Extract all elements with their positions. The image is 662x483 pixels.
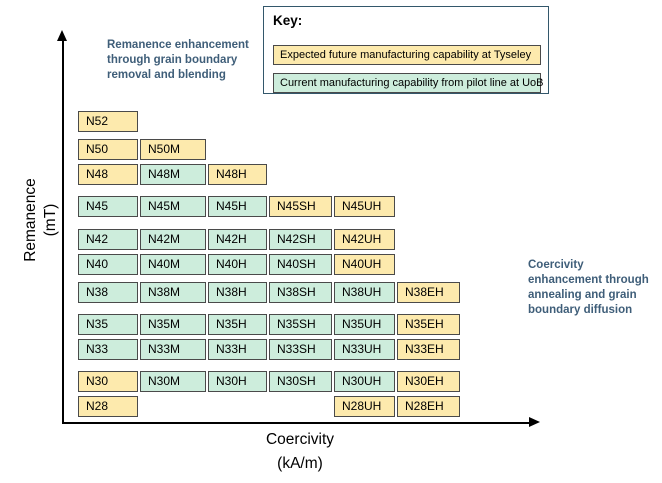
grade-cell[interactable]: N33M [140, 339, 206, 360]
x-axis-line [62, 422, 534, 424]
grade-cell[interactable]: N52 [78, 111, 138, 132]
grade-cell[interactable]: N42M [140, 229, 206, 250]
grade-cell[interactable]: N35SH [269, 314, 332, 335]
x-axis-label-line1: Coercivity [265, 431, 335, 448]
grade-cell[interactable]: N28 [78, 396, 138, 417]
grade-cell[interactable]: N35H [208, 314, 267, 335]
grade-cell[interactable]: N35EH [397, 314, 460, 335]
grade-cell[interactable]: N38EH [397, 282, 460, 303]
grade-cell[interactable]: N40M [140, 254, 206, 275]
grade-cell[interactable]: N38M [140, 282, 206, 303]
grade-cell[interactable]: N30SH [269, 371, 332, 392]
grade-row [0, 111, 662, 132]
grade-cell[interactable]: N35 [78, 314, 138, 335]
grade-cell[interactable]: N30 [78, 371, 138, 392]
grade-row [0, 196, 662, 217]
grade-cell[interactable]: N33EH [397, 339, 460, 360]
grade-cell[interactable]: N38H [208, 282, 267, 303]
grade-cell[interactable]: N48H [208, 164, 267, 185]
grade-cell[interactable]: N35UH [334, 314, 395, 335]
grade-row [0, 339, 662, 360]
grade-cell[interactable]: N33SH [269, 339, 332, 360]
key-legend-box [263, 6, 549, 94]
grade-cell[interactable]: N45SH [269, 196, 332, 217]
grade-row [0, 229, 662, 250]
grade-cell[interactable]: N33UH [334, 339, 395, 360]
grade-cell[interactable]: N42SH [269, 229, 332, 250]
grade-cell[interactable]: N42UH [334, 229, 395, 250]
key-item-future-capability: Expected future manufacturing capability at Tyseley [273, 45, 541, 65]
grade-cell[interactable]: N48 [78, 164, 138, 185]
grade-cell[interactable]: N28UH [334, 396, 395, 417]
grade-cell[interactable]: N48M [140, 164, 206, 185]
grade-cell[interactable]: N35M [140, 314, 206, 335]
grade-cell[interactable]: N38SH [269, 282, 332, 303]
grade-cell[interactable]: N50 [78, 139, 138, 160]
grade-row [0, 164, 662, 185]
grade-cell[interactable]: N50M [140, 139, 206, 160]
grade-cell[interactable]: N45 [78, 196, 138, 217]
key-item-current-capability: Current manufacturing capability from pilot line at UoB [273, 73, 541, 93]
grade-cell[interactable]: N40 [78, 254, 138, 275]
annotation-remanence: Remanence enhancement through grain boundary removal and blending [107, 39, 249, 81]
grade-cell[interactable]: N33H [208, 339, 267, 360]
grade-cell[interactable]: N28EH [397, 396, 460, 417]
grade-cell[interactable]: N30UH [334, 371, 395, 392]
grade-row [0, 254, 662, 275]
x-axis-label-line2: (kA/m) [277, 455, 323, 472]
x-axis-arrow-icon [529, 417, 540, 427]
grade-cell[interactable]: N45M [140, 196, 206, 217]
grade-row [0, 314, 662, 335]
grade-cell[interactable]: N42H [208, 229, 267, 250]
grade-cell[interactable]: N45H [208, 196, 267, 217]
grade-row [0, 371, 662, 392]
grade-row [0, 139, 662, 160]
x-axis-label [180, 428, 420, 476]
grade-cell[interactable]: N30H [208, 371, 267, 392]
grade-cell[interactable]: N30EH [397, 371, 460, 392]
grade-cell[interactable]: N45UH [334, 196, 395, 217]
grade-cell[interactable]: N38UH [334, 282, 395, 303]
grade-cell[interactable]: N30M [140, 371, 206, 392]
grade-cell[interactable]: N40SH [269, 254, 332, 275]
grade-row [0, 282, 662, 303]
grade-cell[interactable]: N42 [78, 229, 138, 250]
y-axis-arrow-icon [57, 30, 67, 41]
key-title: Key: [273, 13, 303, 28]
annotation-coercivity: Coercivity enhancement through annealing and grain boundary diffusion [528, 259, 649, 316]
grade-cell[interactable]: N38 [78, 282, 138, 303]
grade-row [0, 396, 662, 417]
y-axis-label-line2: (mT) [42, 203, 59, 237]
y-axis-label-line1: Remanence [22, 178, 39, 262]
grade-cell[interactable]: N40UH [334, 254, 395, 275]
grade-cell[interactable]: N40H [208, 254, 267, 275]
grade-cell[interactable]: N33 [78, 339, 138, 360]
